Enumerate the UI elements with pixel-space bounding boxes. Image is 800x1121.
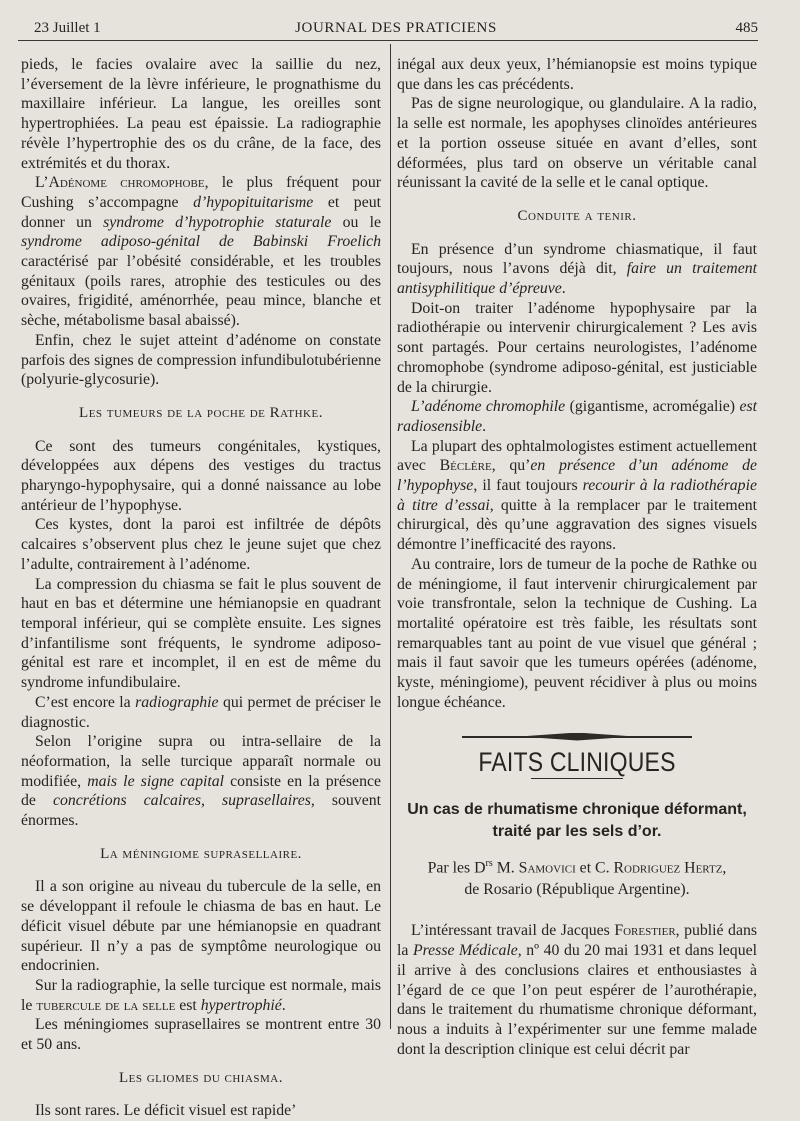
right-column [397,55,757,1059]
paragraph: inégal aux deux yeux, l’hémianopsie est moins typique que dans les cas précédents. [397,56,757,93]
paragraph: Ils sont rares. Le déficit visuel est rapide’ [35,1102,297,1120]
paragraph: La compression du chiasma se fait le plus souvent de haut en bas et détermine une hémianopsie en quadrant temporal inférieur, qui se complète ensuite. Les signes d’infantilisme sont fréquents, le syndrome adiposo-génital est rare et incomplet, il en est de même du syndrome infundibulaire. [21,575,381,692]
header-date: 23 Juillet 1 [34,20,101,36]
paragraph: En présence d’un syndrome chiasmatique, il faut toujours, nous l’avons déjà dit, faire un traitement antisyphilitique d’épreuve. [397,240,757,298]
article-authors: Par les $D^{rs}$ M. Samovici et C. Rodriguez Hertz, de Rosario (République Argentine). [427,858,727,899]
header-journal-title: JOURNAL DES PRATICIENS [295,20,497,36]
paragraph: Il a son origine au niveau du tubercule de la selle, en se développant il refoule le chiasma de bas en haut. Le déficit visuel débute par une hémianopsie en quadrant supérieur. Il n’y a pas de symptôme neurologique ou endocrinien. [21,878,381,975]
subheading: Les gliomes du chiasma. [118,1069,283,1086]
paragraph: Ce sont des tumeurs congénitales, kystiques, développées aux dépens des vestiges du tractus pharyngo-hypophysaire, qui a donné naissance au lobe antérieur de l’hypophyse. [21,437,381,514]
paragraph: L’adénome chromophile (gigantisme, acromégalie) est radiosensible. [397,398,757,435]
paragraph: pieds, le facies ovalaire avec la saillie du nez, l’éversement de la lèvre inférieure, le prognathisme du maxillaire inférieur. La langue, les oreilles sont hypertrophiées. La peau est épaissie. La radiographie révèle l’hypertrophie des os du crâne, de la face, des extrémités et du thorax. [21,56,381,172]
paragraph: L’intéressant travail de Jacques Forestier, publié dans la Presse Médicale, nº 40 du 20 mai 1931 et dans lequel il arrive à des conclusions claires et enthousiastes à l’égard de ce que l’on peut espérer de l’aurothérapie, dans le traitement du rhumatisme chronique déformant, nous a induits à l’expérimenter sur une femme malade dont la description clinique est celui décrit par [397,922,758,1058]
ornamental-rule [397,727,757,739]
paragraph: Sur la radiographie, la selle turcique est normale, mais le tubercule de la selle est hypertrophié. [21,976,381,1014]
article-title: Un cas de rhumatisme chronique déformant, traité par les sels d’or. [407,801,747,841]
subheading: Les tumeurs de la poche de Rathke. [79,404,323,421]
section-title: FAITS CLINIQUES [478,746,676,777]
paragraph: Les méningiomes suprasellaires se montrent entre 30 et 50 ans. [21,1016,381,1054]
paragraph: Pas de signe neurologique, ou glandulaire. A la radio, la selle est normale, les apophyses clinoïdes antérieures et la portion osseuse située en avant d’elles, sont déformées, plus tard on observe un véritable canal réunissant la cavité de la selle et le canal optique. [397,95,757,192]
paragraph: Selon l’origine supra ou intra-sellaire de la néoformation, la selle turcique apparaît normale ou modifiée, mais le signe capital consiste en la présence de concrétions calcaires, suprasellaires, souvent énormes. [21,733,382,830]
paragraph: Ces kystes, dont la paroi est infiltrée de dépôts calcaires s’observent plus chez le jeune sujet que chez l’adulte, contrairement à l’adénome. [21,516,381,573]
column-divider [390,44,391,1029]
left-column [21,55,381,1121]
running-header [34,18,758,40]
paragraph: Au contraire, lors de tumeur de la poche de Rathke ou de méningiome, il faut intervenir chirurgicalement par voie transfrontale, selon la technique de Cushing. La mortalité opératoire est très faible, les résultats sont remarquables tant au point de vue visuel que général ; mais il faut savoir que les tumeurs opérées (adénome, kyste, méningiome), peuvent récidiver à plus ou moins longue échéance. [397,555,757,711]
title-underline [531,778,623,779]
paragraph: Doit-on traiter l’adénome hypophysaire par la radiothérapie ou intervenir chirurgicalement ? Les avis sont partagés. Pour certains neurologistes, l’adénome chromophobe (syndrome adiposo-génital, est justiciable de la chirurgie. [397,299,757,396]
paragraph: La plupart des ophtalmologistes estiment actuellement avec Béclère, qu’en présence d’un adénome de l’hypophyse, il faut toujours recourir à la radiothérapie à titre d’essai, quitte à la remplacer par le traitement chirurgical, dès qu’une aggravation des signes visuels démontre l’inefficacité des rayons. [397,437,757,554]
paragraph: L’Adénome chromophobe, le plus fréquent pour Cushing s’accompagne d’hypopituitarisme et peut donner un syndrome d’hypotrophie staturale ou le syndrome adiposo-génital de Babinski Froelich caractérisé par l’obésité considérable, et les troubles génitaux (poils rares, atrophie des testicules ou des ovaires, frigidité, aménorrhée, peau mince, blanche et sèche, métabolisme basal abaissé). [21,174,381,330]
subheading: Conduite a tenir. [517,207,637,224]
header-page-number: 485 [735,20,758,36]
subheading: La méningiome suprasellaire. [100,845,302,862]
header-rule [18,40,758,41]
paragraph: C’est encore la radiographie qui permet de préciser le diagnostic. [21,693,382,731]
paragraph: Enfin, chez le sujet atteint d’adénome on constate parfois des signes de compression infundibulotubérienne (polyurie-glycosurie). [21,331,381,389]
